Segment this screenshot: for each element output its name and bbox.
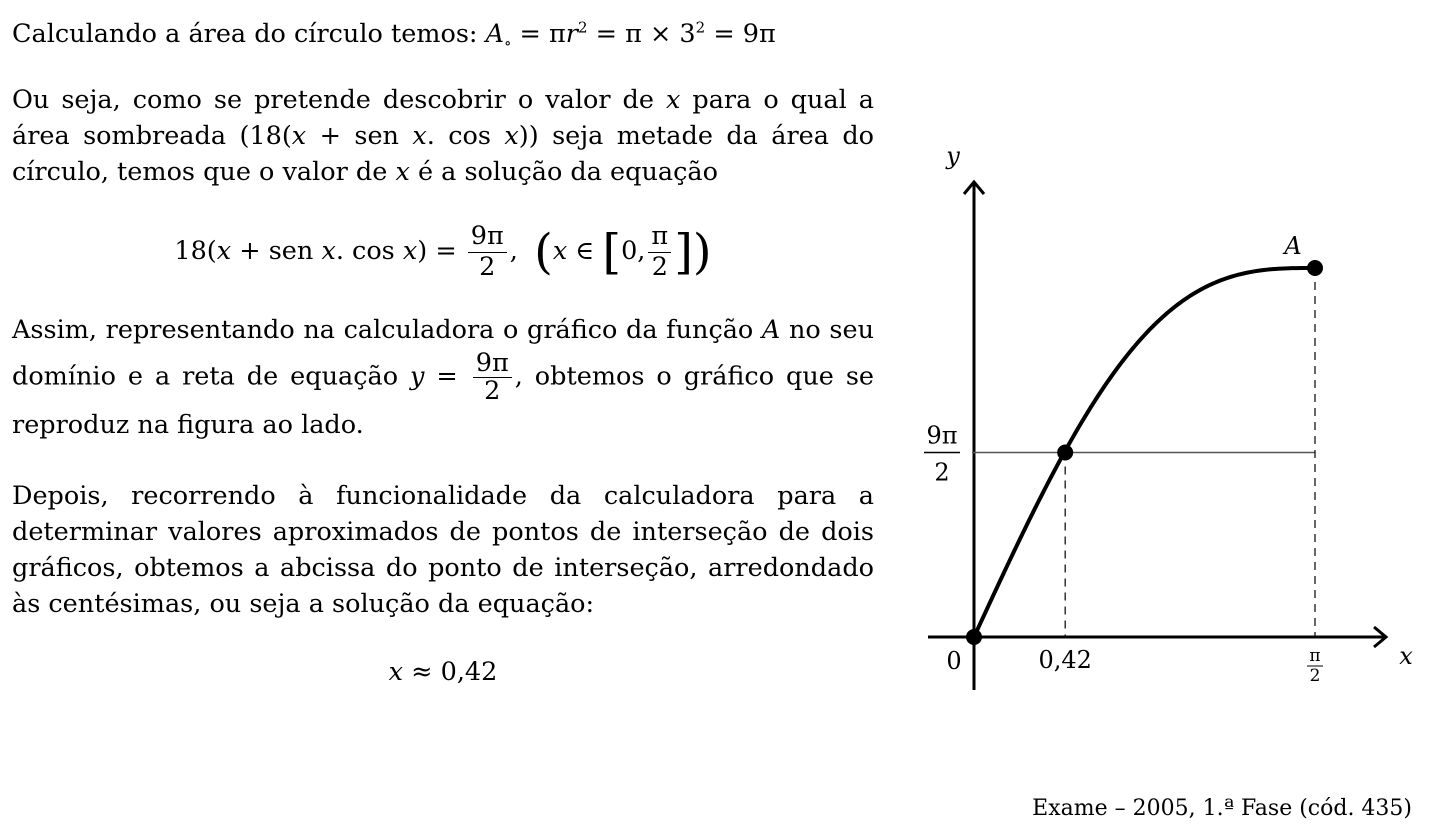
origin-label: 0	[946, 647, 962, 675]
eq-x3: x	[402, 236, 418, 266]
x-tick-042: 0,42	[1038, 646, 1092, 674]
eq-fraction	[468, 222, 507, 282]
eq-frac-num: 9π	[468, 222, 507, 252]
eq-pi-num: π	[648, 222, 671, 252]
paragraph-calculator	[12, 310, 874, 445]
paren-open: (	[534, 224, 553, 280]
eq-frac-den: 2	[479, 251, 496, 282]
eq-x: x	[216, 236, 232, 266]
eq-lhs-a: 18(	[174, 236, 217, 266]
eq-pi-fraction	[648, 222, 671, 282]
p2-x3: x	[412, 121, 427, 151]
bracket-open: [	[602, 224, 622, 280]
hline-label-num: 9π	[926, 421, 958, 450]
exp2: 2	[577, 18, 588, 37]
p3-A: A	[761, 315, 781, 345]
point-origin	[966, 629, 982, 645]
equation-display	[12, 218, 874, 284]
hline-label-den: 2	[934, 458, 950, 487]
p2-x4: x	[504, 121, 519, 151]
eq3: = 9π	[713, 19, 776, 49]
eq1: = π	[519, 19, 566, 49]
p2-t4: . cos	[426, 121, 491, 151]
p3-y: y	[410, 361, 425, 392]
x-axis-label: x	[1399, 642, 1413, 670]
eq-pi-den: 2	[651, 251, 668, 282]
area-symbol: A	[485, 19, 505, 49]
solution-approx: ≈ 0,42	[411, 657, 498, 687]
paragraph-intersection	[12, 478, 874, 622]
solution-x: x	[388, 657, 404, 687]
paragraph-half-area	[12, 82, 874, 190]
p3-fraction	[473, 350, 512, 405]
point-intersection	[1057, 445, 1073, 461]
eq-x2: x	[321, 236, 336, 266]
paragraph-area-circle	[12, 16, 874, 52]
p3-t2: no seu domínio e a reta de equação	[12, 315, 874, 392]
exp2b: 2	[695, 18, 706, 37]
paren-close: )	[692, 224, 712, 280]
p2-x5: x	[395, 157, 410, 187]
p3-frac-den: 2	[484, 375, 501, 406]
p2-x2: x	[291, 121, 307, 151]
eq2: = π × 3	[595, 19, 696, 49]
bracket-close: ]	[674, 224, 693, 280]
point-A-label: A	[1284, 232, 1302, 260]
p2-t2: para o qual a área sombreada (18(	[12, 85, 874, 151]
p3-t1: Assim, representando na calculadora o gráfico da função	[12, 315, 754, 345]
eq-lhs-b: + sen	[239, 236, 314, 266]
p3-frac-num: 9π	[473, 350, 512, 378]
p2-t6: é a solução da equação	[417, 157, 718, 187]
p2-t3: + sen	[319, 121, 399, 151]
eq-lhs-c: . cos	[335, 236, 395, 266]
p3-t3: , obtemos o gráfico que se reproduz na figura ao lado.	[12, 361, 874, 440]
eq-zero: 0,	[621, 236, 646, 266]
p3-eq: =	[436, 361, 458, 392]
solution	[12, 654, 874, 690]
x-tick-pi-den: 2	[1309, 666, 1321, 686]
eq-lhs-d: ) =	[417, 236, 457, 266]
p2-t5: )) seja metade da área do círculo, temos que o valor de	[12, 121, 875, 187]
r-var: r	[565, 19, 578, 49]
p2-x: x	[665, 85, 681, 115]
eq-domain-x: x	[552, 236, 568, 266]
y-axis-label: y	[946, 142, 960, 170]
point-A	[1307, 260, 1323, 276]
eq-in: ∈	[575, 236, 595, 266]
p4-text: Depois, recorrendo à funcionalidade da calculadora para a determinar valores aproximados de pontos de interseção de dois gráficos, obtemos a abcissa do ponto de interseção, arredondado às centésimas, ou seja a solução da equação:	[12, 481, 874, 619]
x-tick-pi-num: π	[1309, 646, 1321, 666]
p1-lead: Calculando a área do círculo temos:	[12, 19, 478, 49]
eq-comma: ,	[509, 236, 518, 266]
p2-t1: Ou seja, como se pretende descobrir o valor de	[12, 85, 654, 115]
area-sub: ∘	[504, 34, 512, 53]
function-graph	[910, 130, 1430, 690]
exam-caption: Exame – 2005, 1.ª Fase (cód. 435)	[1032, 796, 1412, 821]
